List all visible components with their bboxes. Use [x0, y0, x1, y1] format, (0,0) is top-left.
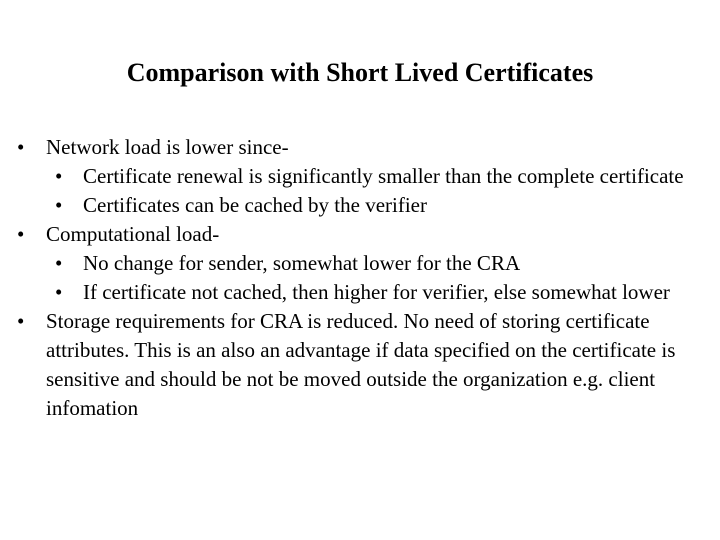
sub-bullet-item: [55, 249, 707, 278]
slide-title: Comparison with Short Lived Certificates: [126, 58, 594, 87]
bullet-item: [17, 133, 707, 162]
bullet-text: Computational load-: [46, 222, 220, 246]
sub-bullet-text: No change for sender, somewhat lower for the CRA: [83, 251, 521, 275]
bullet-text: Storage requirements for CRA is reduced. No need of storing certificate attributes. This is an also an advantage if data specified on the certificate is sensitive and should be not be moved outside the organization e.g. client infomation: [46, 309, 676, 420]
bullet-icon: •: [17, 309, 25, 333]
sub-bullet-text: Certificates can be cached by the verifier: [83, 193, 427, 217]
sub-bullet-text: If certificate not cached, then higher for verifier, else somewhat lower: [83, 280, 670, 304]
bullet-item: [17, 307, 707, 423]
bullet-icon: •: [17, 222, 25, 246]
bullet-item: [17, 220, 707, 249]
sub-bullet-text: Certificate renewal is significantly smaller than the complete certificate: [83, 164, 684, 188]
sub-bullet-item: [55, 278, 707, 307]
sub-bullet-item: [55, 191, 707, 220]
bullet-icon: •: [55, 164, 63, 188]
sub-bullet-item: [55, 162, 707, 191]
bullet-icon: •: [17, 135, 25, 159]
bullet-icon: •: [55, 193, 63, 217]
bullet-icon: •: [55, 251, 63, 275]
bullet-list: [17, 133, 707, 423]
bullet-icon: •: [55, 280, 63, 304]
bullet-text: Network load is lower since-: [46, 135, 289, 159]
